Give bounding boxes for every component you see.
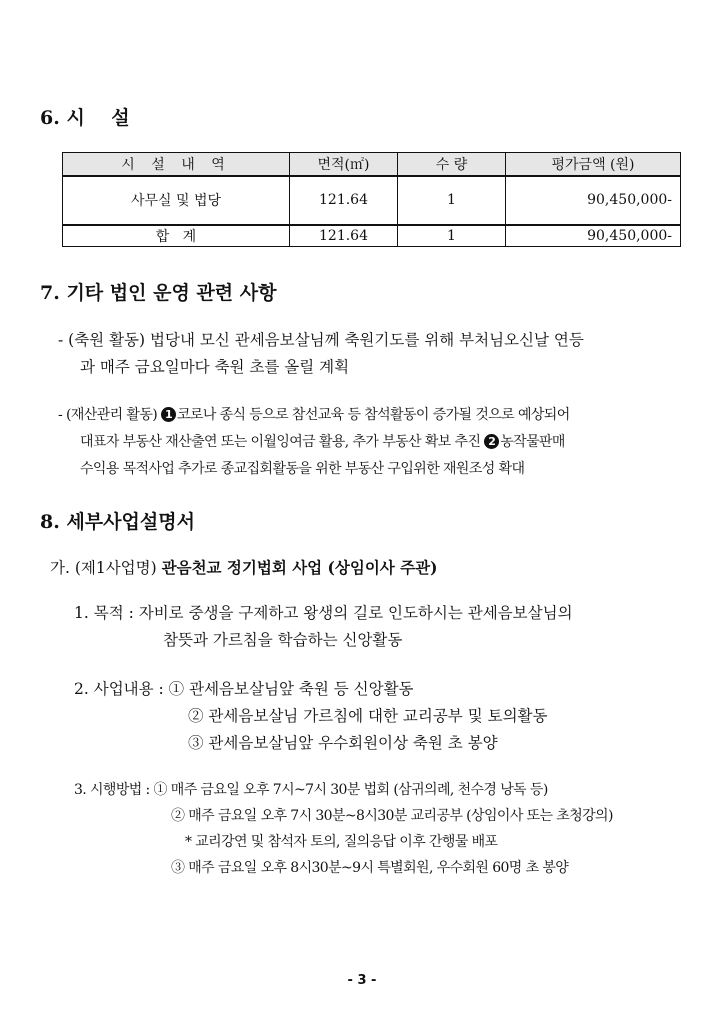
cell-facility: 사무실 및 법당 xyxy=(63,176,290,225)
content-line3: ③ 관세음보살님앞 우수회원이상 축원 초 봉양 xyxy=(188,734,498,752)
facilities-table xyxy=(62,152,681,247)
section-7-para2-line3: 수익용 목적사업 추가로 종교집회활동을 위한 부동산 구입위한 재원조성 확대 xyxy=(80,461,525,477)
col-header-facility: 시 설 내 역 xyxy=(63,153,290,176)
col-header-area: 면적(㎡) xyxy=(290,153,398,176)
circled-number-2: 2 xyxy=(484,434,499,449)
purpose-line2: 참뜻과 가르침을 학습하는 신앙활동 xyxy=(163,631,403,649)
para2-prefix: - (재산관리 활동) xyxy=(58,407,158,423)
cell-area: 121.64 xyxy=(290,176,398,225)
section-7-para1-line1: - (축원 활동) 법당내 모신 관세음보살님께 축원기도를 위해 부처님오신날 연등 xyxy=(58,331,584,349)
cell-value: 90,450,000- xyxy=(506,176,681,225)
cell-total-quantity: 1 xyxy=(398,225,506,247)
method-line3: * 교리강연 및 참석자 토의, 질의응답 이후 간행물 배포 xyxy=(185,834,498,850)
content-line1: 2. 사업내용 : ① 관세음보살님앞 축원 등 신앙활동 xyxy=(74,680,414,698)
cell-quantity: 1 xyxy=(398,176,506,225)
project-subheading-title: 관음천교 정기법회 사업 (상임이사 주관) xyxy=(161,558,438,577)
section-8-heading: 8. 세부사업설명서 xyxy=(40,511,195,533)
method-line2: ② 매주 금요일 오후 7시 30분~8시30분 교리공부 (상임이사 또는 초청강의) xyxy=(171,808,613,824)
section-7-heading: 7. 기타 법인 운영 관련 사항 xyxy=(40,282,277,304)
method-line1: 3. 시행방법 : ① 매주 금요일 오후 7시~7시 30분 법회 (삼귀의례, 천수경 낭독 등) xyxy=(74,782,548,798)
circled-number-1: 1 xyxy=(161,407,176,422)
project-subheading xyxy=(50,556,437,578)
page-number: - 3 - xyxy=(347,973,377,988)
table-row xyxy=(63,176,681,225)
section-7-para2-line2 xyxy=(80,431,565,451)
cell-total-area: 121.64 xyxy=(290,225,398,247)
col-header-quantity: 수 량 xyxy=(398,153,506,176)
section-7-para2-line1 xyxy=(58,404,570,424)
para2-line2-tail: 농작물판매 xyxy=(500,434,565,450)
section-6-heading: 6. 시 설 xyxy=(40,107,130,129)
method-line4: ③ 매주 금요일 오후 8시30분~9시 특별회원, 우수회원 60명 초 봉양 xyxy=(171,860,569,876)
section-7-para1-line2: 과 매주 금요일마다 축원 초를 올릴 계획 xyxy=(80,358,350,376)
cell-total-value: 90,450,000- xyxy=(506,225,681,247)
table-header-row xyxy=(63,153,681,176)
table-total-row xyxy=(63,225,681,247)
purpose-line1: 1. 목적 : 자비로 중생을 구제하고 왕생의 길로 인도하시는 관세음보살님의 xyxy=(74,604,573,622)
para2-line2-text: 대표자 부동산 재산출연 또는 이월잉여금 활용, 추가 부동산 확보 추진 xyxy=(80,434,481,450)
col-header-value: 평가금액 (원) xyxy=(506,153,681,176)
content-line2: ② 관세음보살님 가르침에 대한 교리공부 및 토의활동 xyxy=(188,707,548,725)
cell-total-label: 합 계 xyxy=(63,225,290,247)
para2-line1-text: 코로나 종식 등으로 참선교육 등 참석활동이 증가될 것으로 예상되어 xyxy=(176,407,570,423)
project-subheading-prefix: 가. (제1사업명) xyxy=(50,559,157,577)
